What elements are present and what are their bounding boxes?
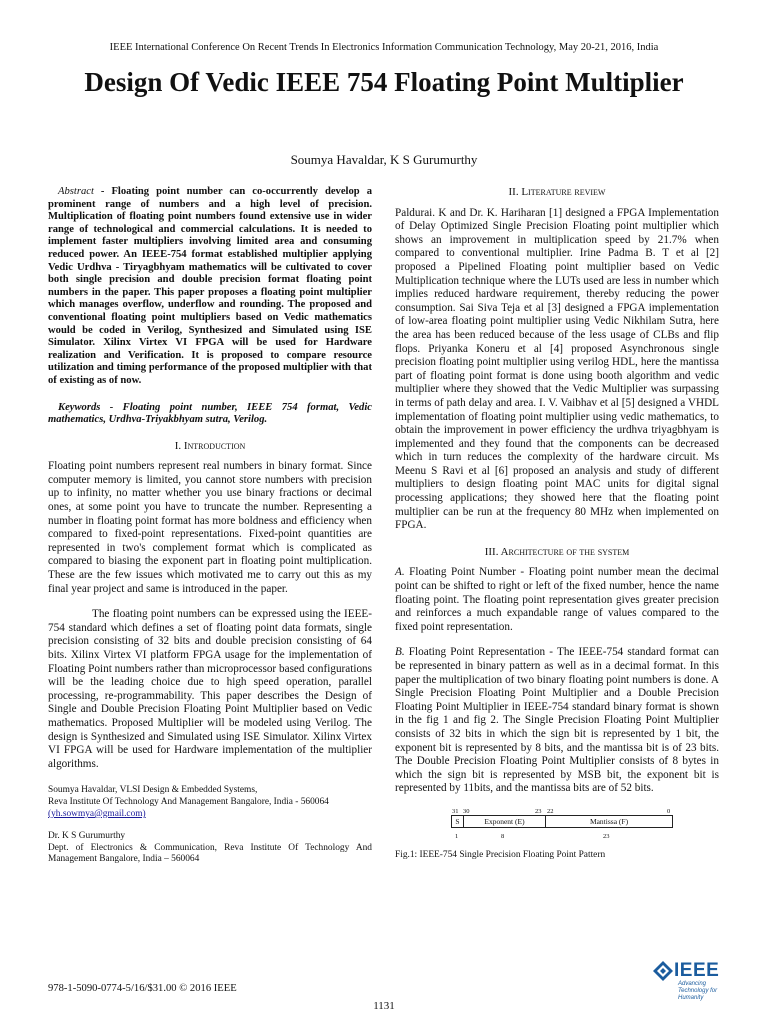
figure-caption: Fig.1: IEEE-754 Single Precision Floating Point Pattern [395, 849, 606, 860]
subsection-b [395, 646, 719, 796]
right-column [395, 186, 719, 863]
mantissa-width: 23 [603, 832, 610, 840]
subsection-b-label: B. [395, 646, 405, 659]
bit-positions [451, 805, 673, 815]
subsection-a-text: Floating Point Number - Floating point number mean the decimal point can be shifted to right or left of the fixed number, hence the name floating point. The floating point representation gives greater precision and reinforces a much expandable range of values compared to the fixed point representation. [395, 566, 719, 633]
sign-width: 1 [455, 832, 459, 840]
abstract [48, 186, 372, 388]
isbn-copyright: 978-1-5090-0774-5/16/$31.00 © 2016 IEEE [48, 983, 237, 994]
bit-0-label: 0 [667, 807, 671, 815]
subsection-b-text: Floating Point Representation - The IEEE-754 standard format can be represented in binary pattern as well as in a decimal format. In this paper the multiplication of two binary floating point numbers is done. A Single Precision Floating Point Multiplier and a Double Precision Floating Point Multiplier in IEEE-754 standard binary format is shown in the fig 1 and fig 2. The Single Precision Floating Point Multiplier consists of 32 bits in which the sign bit is represented by 1 bit, the exponent bit is represented by 8 bits, and the mantissa bit is of 23 bits. The Double Precision Floating Point Multiplier consists of 8 bytes in which the sign bit is represented by MSB bit, the exponent bit is represented by 11bits, and the mantissa bits are of 52 bits. [395, 646, 719, 795]
ieee-diamond-icon [652, 960, 674, 982]
affiliation-1-name: Soumya Havaldar, VLSI Design & Embedded Systems, [48, 785, 258, 796]
bit-31-label: 31 [452, 807, 459, 815]
affiliation-1-institute: Reva Institute Of Technology And Management Bangalore, India - 560064 [48, 797, 329, 808]
field-widths [451, 829, 673, 839]
paper-title: Design Of Vedic IEEE 754 Floating Point Multiplier [84, 67, 684, 97]
subsection-a-label: A. [395, 566, 405, 579]
sign-field: S [452, 816, 464, 827]
section-heading-introduction: I. Introduction [174, 439, 246, 452]
section-heading-architecture: III. Architecture of the system [484, 545, 630, 558]
ieee-logo-tagline: Advancing Technology for Humanity [678, 981, 718, 1001]
left-column [48, 186, 372, 866]
keywords: Keywords - Floating point number, IEEE 754 format, Vedic mathematics, Urdhva-Triyakbhyam sutra, Verilog. [48, 401, 372, 426]
mantissa-field: Mantissa (F) [589, 816, 629, 826]
affiliation-2-name: Dr. K S Gurumurthy [48, 830, 126, 841]
ieee-logo [652, 960, 732, 1000]
conference-header: IEEE International Conference On Recent Trends In Electronics Information Communication Technology, May 20-21, 2016, India [109, 42, 659, 53]
ieee-logo-word: IEEE [674, 960, 720, 981]
literature-paragraph: Paldurai. K and Dr. K. Hariharan [1] designed a FPGA Implementation of Delay Optimized Single Precision Floating point multiplier which shows an improvement in multiplication speed by 21.7% when compared to conventional multiplier. Irine Padma B. T et al [2] proposed a Pipelined Floating point multiplier based on Vedic Multiplication technique where the LUTs used are less in number which implies reduced hardware requirement, thereby reducing the power consumption. Sai Siva Teja et al [3] designed a FPGA implementation of low-area floating point multiplier using Vedic Nikhilam Sutra, here the area has been reduced because of the less usage of CLBs and flip flops. Priyanka Koneru et al [4] proposed Asynchronous single precision floating point multiplier using verilog HDL, here the mantissa part of floating point format is done using booth algorithm and vedic multiplier where they showed that the Vedic Multiplier was surpassing in terms of path delay and area. I. V. Vaibhav et al [5] designed a VHDL implementation of floating point multiplier using vedic mathematics, to obtain the improvement in power efficiency the urdhva triyagbhyam is implemented and they found that the components can be decreased which in turn reduces the complexity of the hardware circuit. Ms Meenu S Ravi et al [6] proposed an analysis and study of different multipliers to design floating point MAC units for digital signal processing applications; they showed here that the floating point multiplier can be run at the frequency 80 MHz when implemented on FPGA. [395, 206, 719, 532]
intro-paragraph-2: The floating point numbers can be expressed using the IEEE-754 standard which defines a set of floating point data formats, single precision consisting of 32 bits and double precision consisting of 64 bits. Xilinx Virtex VI platform FPGA usage for the implementation of Floating Point numbers rather than microprocessor based configurations will be the leading choice due to high speed operation, parallel processing, re-programmability. This paper describes the Design of Single and Double Precision Floating Point Multiplier based on Vedic mathematics. Proposed Multiplier will be modeled using Verilog. The design is Synthesized and Simulated using ISE Simulator. Xilinx Virtex VI FPGA will be used for Hardware implementation of the multiplier algorithms. [48, 608, 372, 770]
abstract-lead: Abstract [58, 186, 94, 197]
exponent-width: 8 [501, 832, 505, 840]
bit-22-label: 22 [547, 807, 554, 815]
section-heading-literature: II. Literature review [508, 186, 606, 198]
bit-30-label: 30 [463, 807, 470, 815]
authors: Soumya Havaldar, K S Gurumurthy [290, 152, 478, 167]
exponent-field: Exponent (E) [464, 816, 546, 827]
affiliation-2-institute: Dept. of Electronics & Communication, Reva Institute Of Technology And Management Bangalore, India – 560064 [48, 842, 372, 865]
abstract-text: - Floating point number can co-occurrently develop a prominent range of numbers and a high level of precision. Multiplication of floating point numbers found extensive use in wider range of technological and commercial calculations. It is needed to implement faster multipliers involving limited area and consuming reduced power. An IEEE-754 format established multiplier applying Vedic Urdhva - Tiryagbhyam mathematics will be cultivated to cover both single precision and double precision format floating point numbers in the paper. This paper proposes a floating point multiplier which manages overflow, underflow and rounding. The proposed and conventional floating point multipliers based on Vedic mathematics would be coded in Verilog, Synthesized and Simulated using ISE Simulator. Xilinx Virtex VI FPGA will be used for Hardware realization and Verification. It is proposed to compare resource utilization and timing performance of the proposed multiplier with that of existing as of now. [48, 186, 372, 386]
affiliation-author-1 [48, 785, 372, 820]
bit-23-label: 23 [535, 807, 542, 815]
bit-field-box [451, 815, 673, 828]
affiliation-author-2 [48, 831, 372, 866]
page-number: 1131 [373, 1000, 395, 1012]
author-email-link[interactable]: (yh.sowmya@gmail.com) [48, 808, 146, 819]
subsection-a [395, 566, 719, 634]
figure-ieee754-pattern [395, 805, 719, 849]
intro-paragraph-1: Floating point numbers represent real numbers in binary format. Since computer memory is limited, you cannot store numbers with precision up to infinity, no matter whether you use binary fractions or decimal ones, at some point you have to truncate the number. Representing a number in floating point format has more boldness and efficiency when compared to fixed-point representations. Fixed-point quantities are represented in two's complement format which is complicated as compared to biasing the exponent part in floating point multiplication. These are the few issues which motivated me to carry out this as my final year project and same is introduced in the paper. [48, 460, 372, 595]
